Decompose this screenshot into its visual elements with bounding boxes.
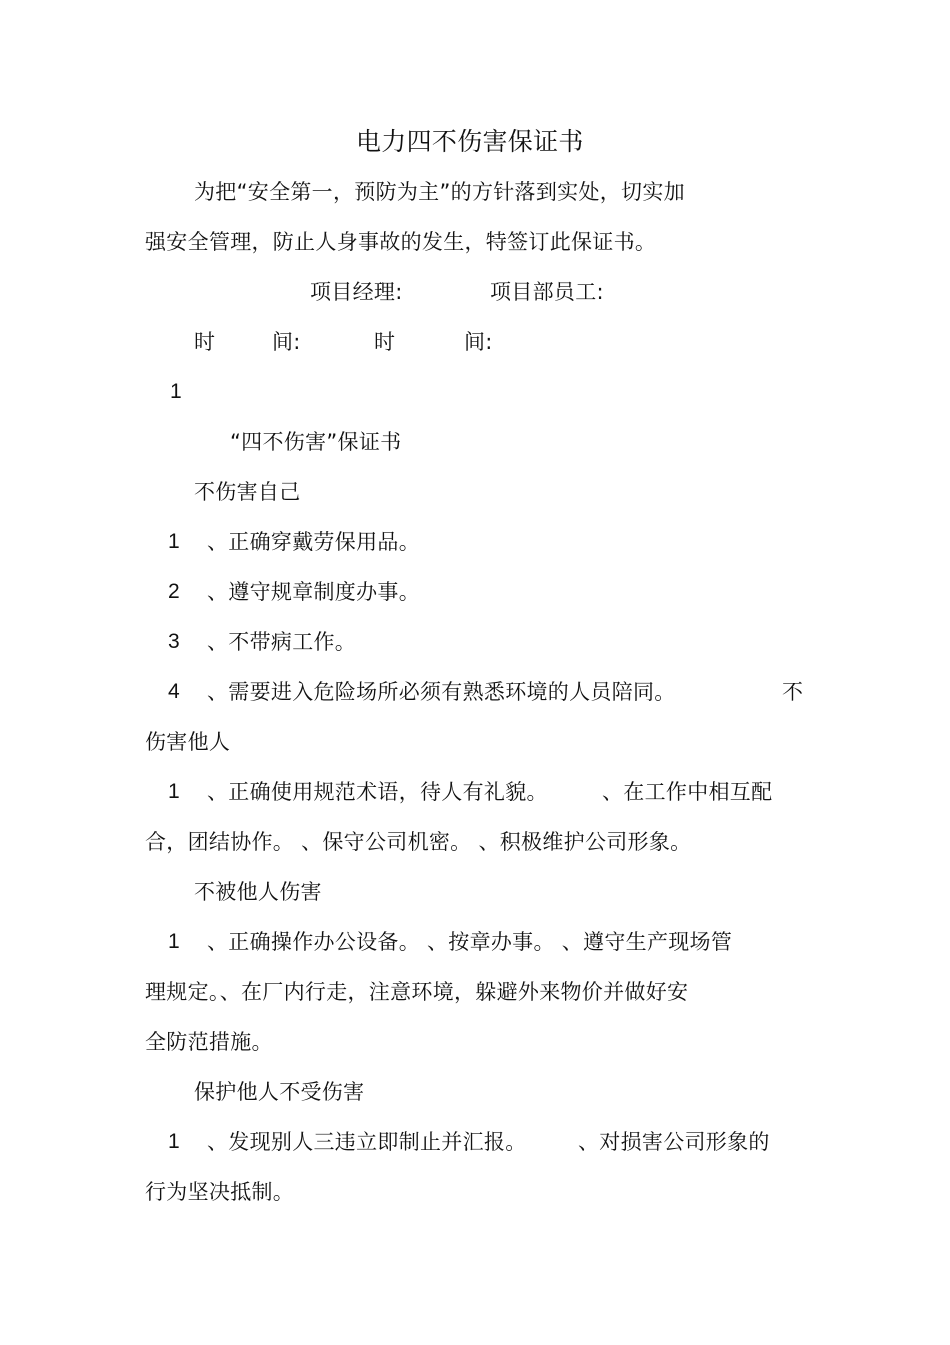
section2-line-1b: 、在工作中相互配: [602, 780, 773, 804]
section4-line-1b: 、对损害公司形象的: [578, 1130, 770, 1154]
time-label-1a: 时: [194, 330, 216, 354]
section1-item-4-num: 4: [168, 680, 180, 703]
intro-line-1: 为把“安全第一，预防为主”的方针落到实处，切实加: [194, 180, 685, 204]
section4-heading: 保护他人不受伤害: [194, 1080, 365, 1104]
page-number: 1: [170, 380, 182, 403]
section2-heading-end: 伤害他人: [145, 730, 231, 754]
section3-line-1: 、正确操作办公设备。 、按章办事。 、遵守生产现场管: [207, 930, 733, 954]
section1-heading: 不伤害自己: [194, 480, 301, 504]
section1-item-4-text: 、需要进入危险场所必须有熟悉环境的人员陪同。: [207, 680, 676, 704]
time-label-2a: 时: [374, 330, 396, 354]
section3-item-num: 1: [168, 930, 180, 953]
section1-item-2-text: 、遵守规章制度办事。: [207, 580, 420, 604]
section3-line-3: 全防范措施。: [145, 1030, 273, 1054]
section4-item-num: 1: [168, 1130, 180, 1153]
section3-heading: 不被他人伤害: [194, 880, 322, 904]
section2-heading-start: 不: [782, 680, 804, 704]
section1-item-1-text: 、正确穿戴劳保用品。: [207, 530, 420, 554]
section1-item-1-num: 1: [168, 530, 180, 553]
section4-line-1a: 、发现别人三违立即制止并汇报。: [207, 1130, 527, 1154]
subtitle: “四不伤害”保证书: [230, 430, 402, 454]
section2-line-1a: 、正确使用规范术语，待人有礼貌。: [207, 780, 548, 804]
section1-item-2-num: 2: [168, 580, 180, 603]
time-label-1b: 间:: [272, 330, 301, 354]
intro-line-2: 强安全管理，防止人身事故的发生，特签订此保证书。: [145, 230, 657, 254]
section2-item-num: 1: [168, 780, 180, 803]
sign-staff-label: 项目部员工:: [490, 280, 604, 304]
section3-line-2: 理规定。、在厂内行走，注意环境，躲避外来物价并做好安: [145, 980, 689, 1004]
section4-line-2: 行为坚决抵制。: [145, 1180, 295, 1204]
section1-item-3-text: 、不带病工作。: [207, 630, 357, 654]
section1-item-3-num: 3: [168, 630, 180, 653]
section2-line-2: 合，团结协作。 、保守公司机密。 、积极维护公司形象。: [145, 830, 692, 854]
sign-manager-label: 项目经理:: [310, 280, 403, 304]
document-title: 电力四不伤害保证书: [356, 127, 584, 156]
time-label-2b: 间:: [464, 330, 493, 354]
